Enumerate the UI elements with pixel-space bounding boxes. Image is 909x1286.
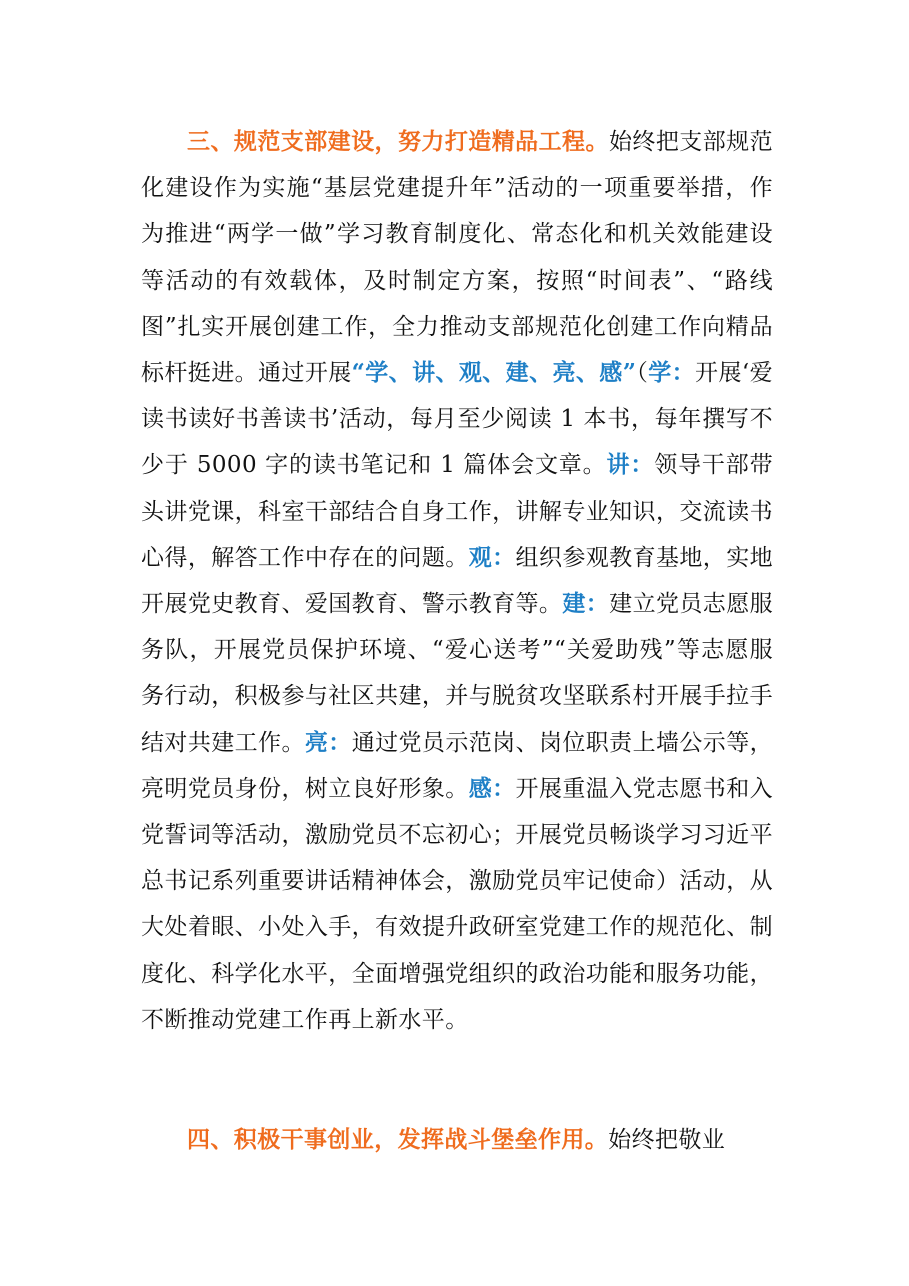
item-show-text: 通过党员示范岗、岗位职责上墙公示等，亮明党员身份，树立良好形象。 [141,729,773,802]
section-3-closing: ）活动，从大处着眼、小处入手，有效提升政研室党建工作的规范化、制度化、科学化水平，全面增强党组织的政治功能和服务功能，不断推动党建工作再上新水平。 [141,868,773,1033]
item-feel-text: 开展重温入党志愿书和入党誓词等活动，激励党员不忘初心；开展党员畅谈学习习近平总书记系列重要讲话精神体会，激励党员牢记使命 [141,775,773,895]
item-visit-text: 组织参观教育基地，实地开展党史教育、爱国教育、警示教育等。 [141,544,773,618]
section-4-paragraph [141,1117,773,1163]
item-visit-key: 观： [468,543,516,571]
item-lecture-key: 讲： [606,451,655,479]
item-feel-key: 感： [468,774,516,802]
item-study-text: 开展‘爱读书读好书善读书’活动，每月至少阅读 1 本书，每年撰写不少于 5000 字的读书笔记和 1 篇体会文章。 [141,360,773,479]
item-build-key: 建： [562,590,610,618]
section-3-paragraph [141,119,773,1043]
section-4-heading: 四、积极干事创业，发挥战斗堡垒作用。 [187,1126,609,1153]
activity-slogan: “学、讲、观、建、亮、感” [351,359,637,387]
item-show-key: 亮： [304,728,352,756]
section-3-heading: 三、规范支部建设，努力打造精品工程。 [187,128,609,155]
open-paren: （ [636,360,649,387]
section-3-intro: 始终把支部规范化建设作为实施“基层党建提升年”活动的一项重要举措，作为推进“两学一做”学习教育制度化、常态化和机关效能建设等活动的有效载体，及时制定方案，按照“时间表”、“路线图”扎实开展创建工作，全力推动支部规范化创建工作向精品标杆挺进。通过开展 [141,129,773,387]
item-lecture-text: 领导干部带头讲党课，科室干部结合自身工作，讲解专业知识，交流读书心得，解答工作中存在的问题。 [141,452,774,571]
section-4-intro: 始终把敬业 [608,1127,726,1153]
item-study-key: 学： [648,359,696,387]
item-build-text: 建立党员志愿服务队，开展党员保护环境、“爱心送考”“关爱助残”等志愿服务行动，积极参与社区共建，并与脱贫攻坚联系村开展手拉手结对共建工作。 [141,591,773,756]
